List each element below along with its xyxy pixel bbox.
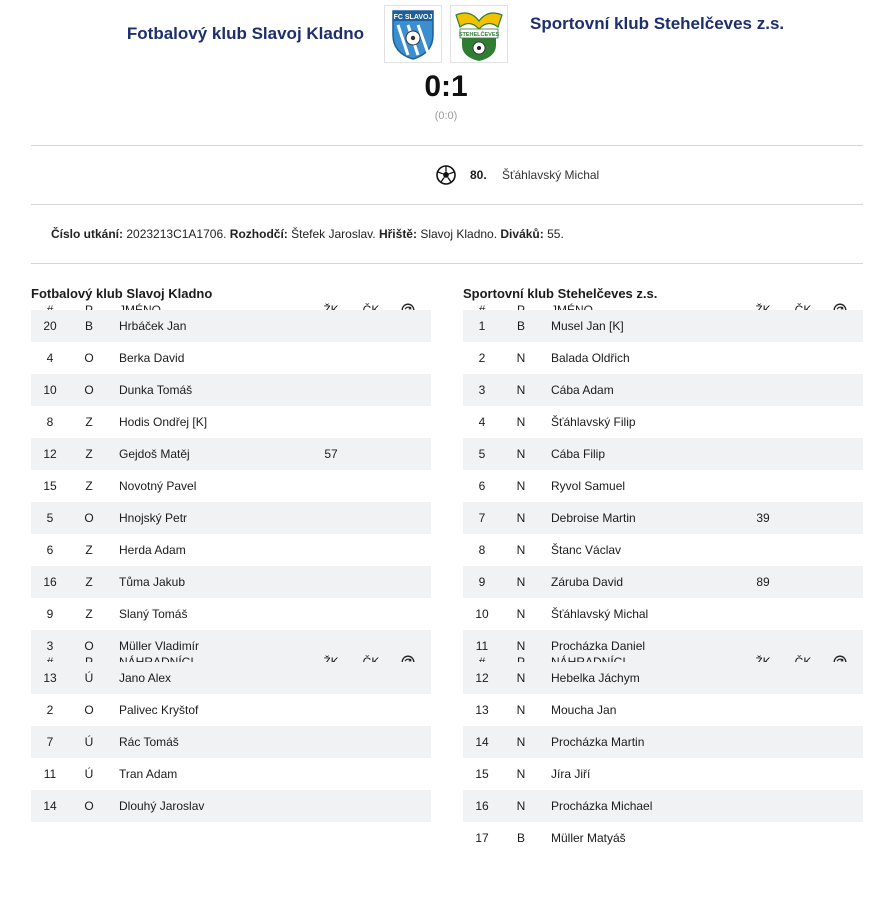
red-card-minute [788,758,818,790]
player-number: 15 [43,479,57,493]
player-position: Ú [84,671,94,685]
red-card-minute [356,598,386,630]
away-logo-text: STEHELČEVES [458,32,500,38]
player-position: N [516,735,526,749]
goal-scorer[interactable]: Šťáhlavský Michal [502,168,600,182]
player-row [463,758,863,790]
player-number: 12 [475,671,489,685]
home-lineup [31,280,431,822]
red-card-minute [356,694,386,726]
away-substitutes [463,662,863,854]
player-position: Z [85,415,93,429]
player-name[interactable]: Jíra Jiří [551,767,591,781]
red-card-minute [356,310,386,342]
player-position: Z [85,607,93,621]
player-row [31,662,431,694]
player-name[interactable]: Cába Adam [551,383,614,397]
spectators-label: Diváků: [500,227,544,241]
yellow-card-minute [748,534,778,566]
player-row [463,310,863,342]
player-position: N [516,575,526,589]
yellow-card-minute [316,566,346,598]
red-card-minute [788,438,818,470]
player-number: 10 [475,607,489,621]
player-row [463,822,863,854]
player-position: N [516,639,526,653]
player-row [31,342,431,374]
player-row [31,406,431,438]
player-row [463,726,863,758]
player-position: N [516,703,526,717]
match-number-label: Číslo utkání: [51,227,124,241]
player-row [31,790,431,822]
player-row [463,374,863,406]
player-number: 4 [478,415,486,429]
red-card-minute [788,598,818,630]
away-starters [463,310,863,662]
yellow-card-minute [316,534,346,566]
yellow-card-minute [748,662,778,694]
yellow-card-minute [316,790,346,822]
player-position: O [84,639,94,653]
player-name[interactable]: Balada Oldřich [551,351,630,365]
player-name[interactable]: Müller Vladimír [119,639,200,653]
red-card-minute [356,790,386,822]
player-position: Z [85,543,93,557]
player-name[interactable]: Procházka Michael [551,799,653,813]
player-name[interactable]: Tůma Jakub [119,575,186,589]
red-card-minute [356,374,386,406]
yellow-card-minute [748,822,778,854]
player-position: N [516,447,526,461]
player-name[interactable]: Musel Jan [K] [551,319,624,333]
home-substitutes [31,662,431,822]
red-card-minute [788,534,818,566]
player-name[interactable]: Hebelka Jáchym [551,671,640,685]
player-name[interactable]: Dlouhý Jaroslav [119,799,205,813]
player-row [463,342,863,374]
home-lineup-title: Fotbalový klub Slavoj Kladno [31,286,213,301]
player-name[interactable]: Berka David [119,351,185,365]
player-name[interactable]: Gejdoš Matěj [119,447,190,461]
home-logo-text: FC SLAVOJ [393,14,433,21]
player-row [31,374,431,406]
red-card-minute [356,342,386,374]
red-card-minute [356,470,386,502]
player-row [31,566,431,598]
player-position: B [516,831,525,845]
player-position: N [516,671,526,685]
yellow-card-minute [748,438,778,470]
player-position: N [516,799,526,813]
yellow-card-minute [748,470,778,502]
goal-event [0,160,892,190]
venue: Slavoj Kladno. [420,227,498,241]
player-name[interactable]: Palivec Kryštof [119,703,199,717]
player-name[interactable]: Procházka Daniel [551,639,646,653]
player-position: O [84,383,94,397]
player-row [463,406,863,438]
home-team-name[interactable]: Fotbalový klub Slavoj Kladno [126,24,364,43]
yellow-card-minute [748,310,778,342]
player-number: 5 [478,447,486,461]
player-row [463,790,863,822]
player-name[interactable]: Hodis Ondřej [K] [119,415,208,429]
player-row [31,502,431,534]
red-card-minute [788,374,818,406]
player-position: B [84,319,93,333]
player-row [463,534,863,566]
player-name[interactable]: Šťáhlavský Filip [551,415,636,429]
player-row [463,502,863,534]
player-name[interactable]: Ryvol Samuel [551,479,626,493]
red-card-minute [788,342,818,374]
player-number: 11 [43,767,57,781]
player-number: 9 [478,575,486,589]
player-number: 16 [475,799,489,813]
player-row [31,534,431,566]
red-card-minute [788,726,818,758]
player-position: N [516,479,526,493]
red-card-minute [788,470,818,502]
player-number: 8 [46,415,54,429]
player-row [31,694,431,726]
player-row [463,598,863,630]
player-position: Z [85,447,93,461]
player-name[interactable]: Hrbáček Jan [119,319,187,333]
player-position: O [84,511,94,525]
player-position: N [516,543,526,557]
match-number: 2023213C1A1706. [126,227,227,241]
venue-label: Hřiště: [378,227,417,241]
player-name[interactable]: Šťáhlavský Michal [551,607,649,621]
player-position: Ú [84,735,94,749]
referee: Štefek Jaroslav. [291,227,376,241]
player-number: 1 [478,319,486,333]
yellow-card-minute [748,598,778,630]
red-card-minute [356,502,386,534]
player-name[interactable]: Müller Matyáš [551,831,626,845]
away-team-name[interactable]: Sportovní klub Stehelčeves z.s. [530,14,785,33]
player-number: 14 [43,799,57,813]
final-score: 0:1 [424,70,468,103]
yellow-card-minute [316,758,346,790]
player-name[interactable]: Debroise Martin [551,511,636,525]
red-card-minute [788,790,818,822]
player-position: Ú [84,767,94,781]
player-row [31,726,431,758]
player-number: 7 [478,511,486,525]
yellow-card-minute [316,342,346,374]
player-number: 2 [46,703,54,717]
player-row [31,598,431,630]
yellow-card-minute [748,758,778,790]
red-card-minute [788,310,818,342]
red-card-minute [356,534,386,566]
player-name[interactable]: Herda Adam [119,543,186,557]
yellow-card-minute [316,374,346,406]
player-number: 7 [46,735,54,749]
player-number: 13 [475,703,489,717]
red-card-minute [788,566,818,598]
yellow-card-minute [748,342,778,374]
yellow-card-minute [748,374,778,406]
player-position: N [516,767,526,781]
player-position: N [516,607,526,621]
yellow-card-minute [748,790,778,822]
home-starters [31,310,431,662]
halftime-score: (0:0) [434,110,458,122]
red-card-minute [788,502,818,534]
red-card-minute [356,438,386,470]
player-number: 6 [46,543,54,557]
player-number: 4 [46,351,54,365]
player-position: O [84,799,94,813]
player-number: 16 [43,575,57,589]
player-number: 6 [478,479,486,493]
player-row [463,438,863,470]
yellow-card-minute [316,470,346,502]
match-header [0,0,892,140]
player-position: O [84,703,94,717]
player-number: 2 [478,351,486,365]
yellow-card-minute: 39 [756,511,770,525]
red-card-minute [356,406,386,438]
player-number: 14 [475,735,489,749]
player-row [31,470,431,502]
player-name[interactable]: Tran Adam [119,767,178,781]
player-name[interactable]: Cába Filip [551,447,606,461]
player-number: 17 [475,831,489,845]
player-number: 11 [475,639,489,653]
spectators: 55. [547,227,564,241]
player-position: Z [85,479,93,493]
yellow-card-minute [748,726,778,758]
player-name[interactable]: Záruba David [551,575,624,589]
away-team-logo[interactable] [450,5,508,63]
player-name[interactable]: Jano Alex [119,671,172,685]
player-number: 5 [46,511,54,525]
player-name[interactable]: Rác Tomáš [119,735,179,749]
yellow-card-minute [316,598,346,630]
yellow-card-minute [316,694,346,726]
player-number: 20 [43,319,57,333]
player-row [31,438,431,470]
yellow-card-minute [316,406,346,438]
red-card-minute [356,662,386,694]
red-card-minute [788,662,818,694]
match-info [51,227,564,241]
player-name[interactable]: Novotný Pavel [119,479,197,493]
divider [31,204,863,205]
player-row [463,694,863,726]
player-number: 13 [43,671,57,685]
player-position: N [516,351,526,365]
player-number: 3 [46,639,54,653]
red-card-minute [788,822,818,854]
soccer-ball-icon [436,165,456,185]
player-number: 10 [43,383,57,397]
player-row [463,566,863,598]
yellow-card-minute: 89 [756,575,770,589]
divider [31,263,863,264]
player-row [31,310,431,342]
player-name[interactable]: Moucha Jan [551,703,617,717]
red-card-minute [356,726,386,758]
player-position: B [516,319,525,333]
red-card-minute [788,406,818,438]
player-name[interactable]: Procházka Martin [551,735,645,749]
player-name[interactable]: Štanc Václav [551,543,622,557]
player-name[interactable]: Dunka Tomáš [119,383,193,397]
player-number: 15 [475,767,489,781]
red-card-minute [356,566,386,598]
referee-label: Rozhodčí: [229,227,288,241]
player-row [463,662,863,694]
away-lineup-title: Sportovní klub Stehelčeves z.s. [463,286,658,301]
player-number: 3 [478,383,486,397]
player-position: N [516,415,526,429]
player-position: O [84,351,94,365]
red-card-minute [788,694,818,726]
player-name[interactable]: Hnojský Petr [119,511,188,525]
player-number: 12 [43,447,57,461]
player-position: N [516,383,526,397]
yellow-card-minute [316,662,346,694]
divider [31,145,863,146]
player-row [31,758,431,790]
yellow-card-minute: 57 [324,447,338,461]
player-position: N [516,511,526,525]
yellow-card-minute [316,726,346,758]
yellow-card-minute [748,694,778,726]
player-row [463,470,863,502]
home-team-logo[interactable] [384,5,442,63]
red-card-minute [356,758,386,790]
player-name[interactable]: Slaný Tomáš [119,607,188,621]
goal-minute: 80. [470,168,487,182]
player-position: Z [85,575,93,589]
yellow-card-minute [316,502,346,534]
away-lineup [463,280,863,854]
yellow-card-minute [316,310,346,342]
player-number: 9 [46,607,54,621]
yellow-card-minute [748,406,778,438]
player-number: 8 [478,543,486,557]
